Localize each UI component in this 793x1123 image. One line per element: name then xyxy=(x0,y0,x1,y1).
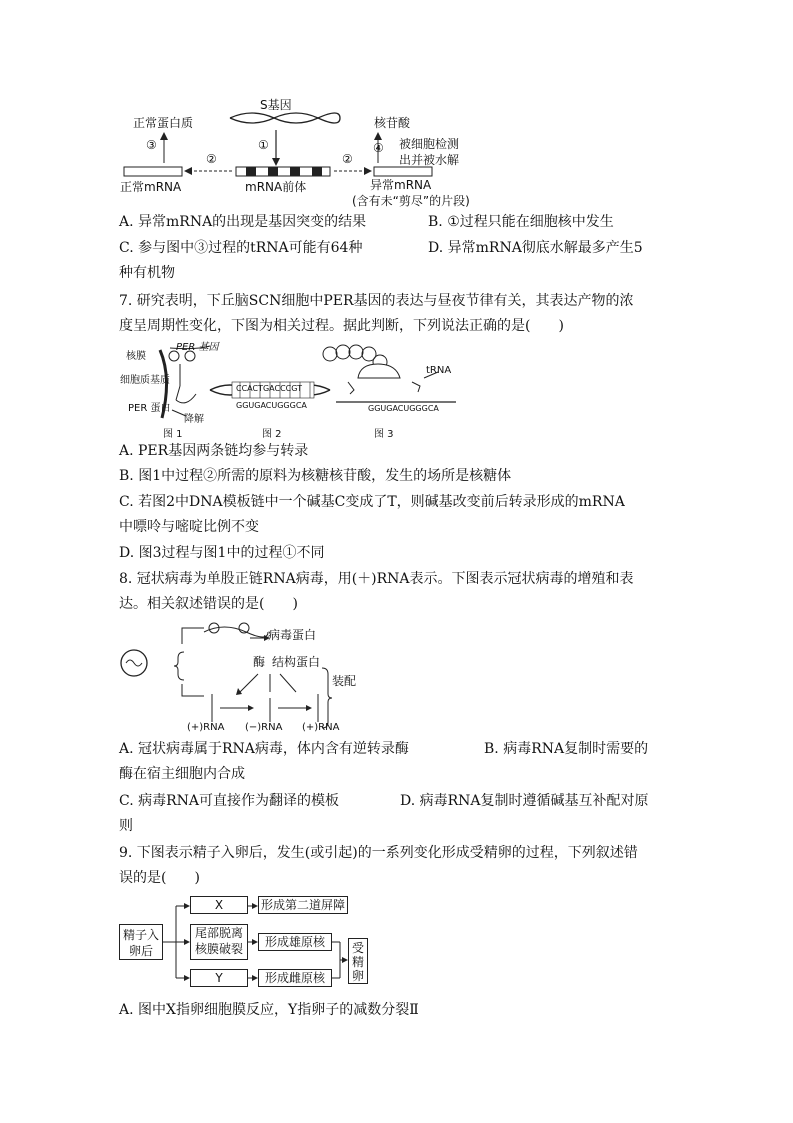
abnormal-mrna-label: 异常mRNA xyxy=(370,178,432,192)
q8-stem-line-1: 8. 冠状病毒为单股正链RNA病毒，用(＋)RNA表示。下图表示冠状病毒的增殖和表 xyxy=(119,571,634,587)
fig2-caption: 图 2 xyxy=(262,429,282,440)
box-x: X xyxy=(190,896,248,914)
degrade-label: 降解 xyxy=(184,414,204,425)
detected-label: 被细胞检测 xyxy=(399,137,460,151)
s-gene-label: S基因 xyxy=(260,98,292,112)
fig1-caption: 图 1 xyxy=(163,429,183,440)
q9-stem-line-2: 误的是( ) xyxy=(119,870,200,886)
coronavirus-diagram xyxy=(0,618,793,738)
fig3-seq: GGUGACUGGGCA xyxy=(368,404,439,413)
plus-rna-2-label: (+)RNA xyxy=(302,722,340,733)
q8-option-b-cont: 酶在宿主细胞内合成 xyxy=(119,766,245,782)
step-4-marker: ④ xyxy=(373,141,384,155)
q6-option-b: B. ①过程只能在细胞核中发生 xyxy=(428,214,614,230)
cytoplasm-label: 细胞质基质 xyxy=(120,375,170,386)
q7-option-d: D. 图3过程与图1中的过程①不同 xyxy=(119,545,325,561)
q8-option-a: A. 冠状病毒属于RNA病毒，体内含有逆转录酶 xyxy=(119,741,409,757)
structural-protein-label: 结构蛋白 xyxy=(272,655,321,669)
q7-option-b: B. 图1中过程②所需的原料为核糖核苷酸，发生的场所是核糖体 xyxy=(119,468,512,484)
female-pronucleus-box: 形成雌原核 xyxy=(258,969,332,987)
q8-option-b: B. 病毒RNA复制时需要的 xyxy=(484,741,649,757)
q7-option-c-line-2: 中嘌呤与嘧啶比例不变 xyxy=(119,519,259,535)
q8-stem-line-2: 达。相关叙述错误的是( ) xyxy=(119,596,298,612)
q6-option-a: A. 异常mRNA的出现是基因突变的结果 xyxy=(119,214,367,230)
q6-option-c: C. 参与图中③过程的tRNA可能有64种 xyxy=(119,240,363,256)
q8-option-d: D. 病毒RNA复制时遵循碱基互补配对原 xyxy=(400,793,649,809)
plus-rna-1-label: (+)RNA xyxy=(187,722,225,733)
normal-mrna-label: 正常mRNA xyxy=(120,180,182,194)
q6-option-d: D. 异常mRNA彻底水解最多产生5 xyxy=(428,240,643,256)
minus-rna-label: (−)RNA xyxy=(245,722,283,733)
q6-option-d-cont: 种有机物 xyxy=(119,265,175,281)
hydrolyzed-label: 出并被水解 xyxy=(399,153,460,167)
assemble-label: 装配 xyxy=(332,674,357,688)
enzyme-label: 酶 xyxy=(253,655,266,669)
q7-stem-line-2: 度呈周期性变化，下图为相关过程。据此判断，下列说法正确的是( ) xyxy=(119,318,564,334)
male-pronucleus-box: 形成雄原核 xyxy=(258,933,332,951)
q7-diagram xyxy=(0,338,793,448)
trna-label: tRNA xyxy=(426,365,452,376)
q7-option-a: A. PER基因两条链均参与转录 xyxy=(119,443,309,459)
dna-seq-top: CCACTGACCCGT xyxy=(236,384,303,393)
zygote-box: 受精卵 xyxy=(348,938,368,984)
nucleotide-label: 核苷酸 xyxy=(374,116,411,130)
q9-stem-line-1: 9. 下图表示精子入卵后，发生(或引起)的一系列变化形成受精卵的过程，下列叙述错 xyxy=(119,845,638,861)
tail-detach-text: 尾部脱离 xyxy=(194,926,243,940)
nuclear-break-text: 核膜破裂 xyxy=(194,942,243,956)
viral-protein-label: 病毒蛋白 xyxy=(268,628,317,642)
sperm-entry-box: 精子入卵后 xyxy=(119,924,163,960)
q8-option-d-cont: 则 xyxy=(119,818,133,834)
step-3-marker: ③ xyxy=(146,138,157,152)
tail-nucleus-box xyxy=(190,924,248,960)
q9-option-a: A. 图中X指卵细胞膜反应，Y指卵子的减数分裂Ⅱ xyxy=(119,1002,419,1018)
step-1-marker: ① xyxy=(258,138,269,152)
per-protein-label: PER 蛋白 xyxy=(128,403,171,414)
second-barrier-box: 形成第二道屏障 xyxy=(258,896,348,914)
step-2-right-marker: ② xyxy=(342,152,353,166)
dna-seq-bottom: GGUGACUGGGCA xyxy=(236,401,307,410)
pre-mrna-label: mRNA前体 xyxy=(245,180,307,194)
nuclear-membrane-label: 核膜 xyxy=(126,351,146,362)
normal-protein-label: 正常蛋白质 xyxy=(133,116,194,130)
cut-note-label: (含有未“剪尽”的片段) xyxy=(352,194,470,208)
q7-stem-line-1: 7. 研究表明，下丘脑SCN细胞中PER基因的表达与昼夜节律有关，其表达产物的浓 xyxy=(119,293,634,309)
q8-option-c: C. 病毒RNA可直接作为翻译的模板 xyxy=(119,793,340,809)
box-y: Y xyxy=(190,969,248,987)
fig3-caption: 图 3 xyxy=(374,429,394,440)
q7-option-c-line-1: C. 若图2中DNA模板链中一个碱基C变成了T，则碱基改变前后转录形成的mRNA xyxy=(119,494,625,510)
step-2-left-marker: ② xyxy=(206,152,217,166)
per-gene-label: PER 基因 xyxy=(176,342,219,353)
